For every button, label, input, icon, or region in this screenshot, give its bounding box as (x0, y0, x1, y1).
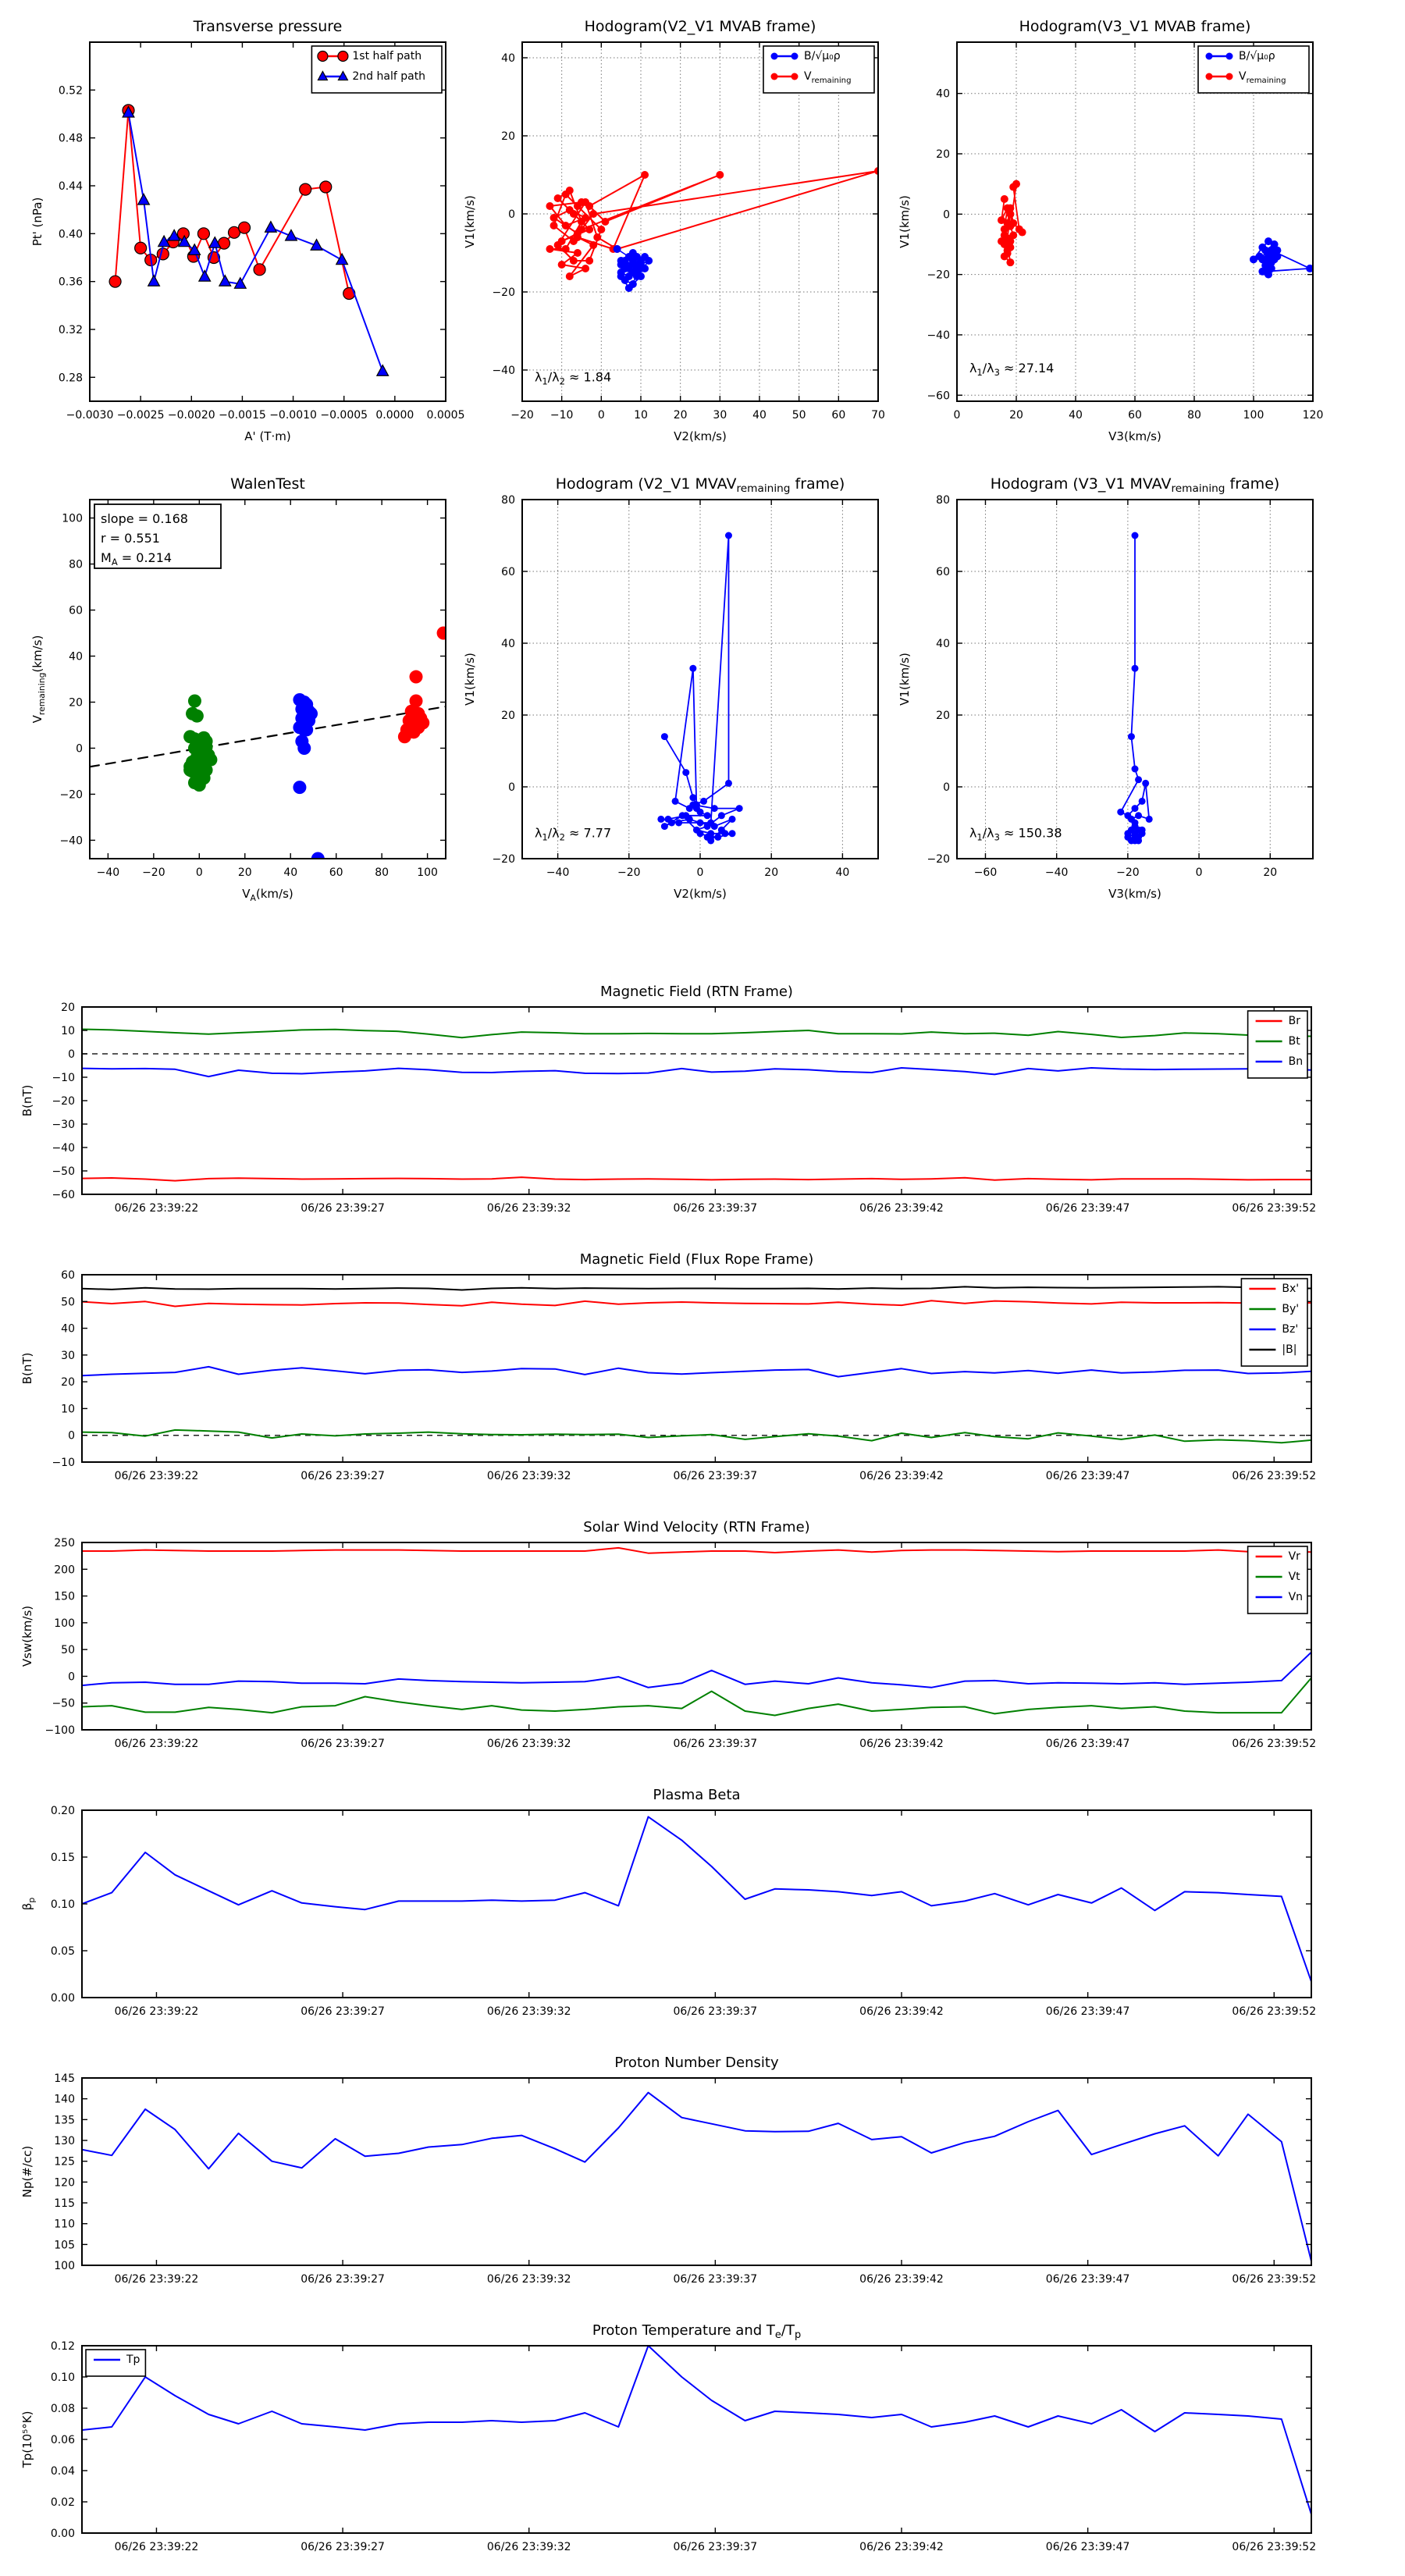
svg-text:−50: −50 (52, 1697, 75, 1710)
svg-text:200: 200 (54, 1564, 75, 1577)
svg-text:−40: −40 (492, 365, 515, 377)
svg-text:40: 40 (501, 52, 515, 65)
walen_test-chart-svg (2, 462, 471, 912)
svg-text:130: 130 (54, 2135, 75, 2147)
series-line-Np (82, 2093, 1311, 2261)
svg-text:0.08: 0.08 (50, 2403, 75, 2415)
svg-text:135: 135 (54, 2114, 75, 2127)
series-line-Bn (82, 1068, 1311, 1076)
axis-ticks (51, 2340, 1316, 2553)
svg-text:−20: −20 (1116, 866, 1140, 879)
svg-text:0.00: 0.00 (50, 1992, 75, 2005)
chart-title: Transverse pressure (193, 18, 343, 35)
y-axis-label: B(nT) (20, 1084, 34, 1117)
chart-title: Magnetic Field (RTN Frame) (600, 984, 793, 1000)
svg-text:20: 20 (501, 710, 515, 722)
svg-text:0.52: 0.52 (58, 84, 83, 98)
axis-ticks (52, 1269, 1316, 1482)
series-group (82, 1548, 1311, 1716)
svg-text:40: 40 (69, 650, 83, 664)
svg-text:06/26 23:39:22: 06/26 23:39:22 (114, 1738, 199, 1750)
svg-text:0: 0 (943, 781, 950, 794)
svg-text:06/26 23:39:47: 06/26 23:39:47 (1045, 2273, 1130, 2286)
svg-text:−20: −20 (617, 866, 641, 879)
svg-text:30: 30 (61, 1349, 75, 1362)
svg-text:0: 0 (953, 409, 961, 422)
svg-text:06/26 23:39:22: 06/26 23:39:22 (114, 2541, 199, 2553)
svg-text:0: 0 (597, 409, 605, 422)
svg-text:0: 0 (195, 866, 203, 879)
svg-text:−20: −20 (510, 409, 534, 422)
annotation: $\lambda_1/\lambda_3 \approx 150.38$ (969, 825, 1062, 843)
svg-text:40: 40 (936, 87, 950, 101)
svg-text:06/26 23:39:22: 06/26 23:39:22 (114, 1202, 199, 1215)
svg-text:40: 40 (835, 866, 850, 879)
svg-text:100: 100 (62, 512, 83, 525)
svg-text:06/26 23:39:42: 06/26 23:39:42 (859, 2541, 944, 2553)
svg-text:20: 20 (1263, 866, 1278, 879)
panel-hodogram-v2v1-mvav (435, 462, 903, 912)
svg-text:80: 80 (69, 558, 83, 571)
svg-text:60: 60 (69, 604, 83, 617)
axis-ticks (927, 494, 1313, 879)
svg-text:06/26 23:39:32: 06/26 23:39:32 (486, 1470, 571, 1482)
svg-text:Bt: Bt (1288, 1035, 1300, 1048)
svg-text:−20: −20 (492, 286, 515, 299)
svg-text:140: 140 (54, 2093, 75, 2106)
svg-text:−40: −40 (927, 329, 950, 342)
legend (1248, 1546, 1307, 1614)
svg-text:06/26 23:39:47: 06/26 23:39:47 (1045, 1202, 1130, 1215)
plot-border (82, 1810, 1311, 1998)
svg-text:100: 100 (54, 1617, 75, 1630)
series-group (998, 180, 1314, 279)
svg-text:40: 40 (61, 1322, 75, 1336)
svg-text:0: 0 (68, 1048, 75, 1061)
svg-text:120: 120 (1302, 409, 1324, 422)
svg-text:40: 40 (283, 866, 298, 879)
plot-border (82, 2078, 1311, 2265)
svg-text:0.48: 0.48 (58, 132, 83, 145)
svg-text:06/26 23:39:27: 06/26 23:39:27 (301, 1202, 385, 1215)
svg-text:2nd half path: 2nd half path (352, 70, 426, 83)
svg-text:80: 80 (501, 494, 515, 507)
y-axis-label: Np(#/cc) (20, 2145, 34, 2198)
chart-title: Proton Number Density (614, 2055, 779, 2071)
svg-text:20: 20 (673, 409, 688, 422)
svg-text:−20: −20 (142, 866, 165, 879)
panel-solar-wind-velocity (0, 1503, 1405, 1769)
y-axis-label: Pt' (nPa) (30, 197, 44, 247)
svg-text:06/26 23:39:32: 06/26 23:39:32 (486, 2273, 571, 2286)
svg-text:06/26 23:39:47: 06/26 23:39:47 (1045, 2541, 1130, 2553)
hodogram_v3v1_mvab-chart-svg (870, 5, 1338, 454)
legend (311, 46, 442, 93)
svg-text:0.00: 0.00 (50, 2528, 75, 2540)
svg-text:0.10: 0.10 (50, 2371, 75, 2384)
svg-text:06/26 23:39:22: 06/26 23:39:22 (114, 2273, 199, 2286)
svg-text:−10: −10 (550, 409, 574, 422)
axis-ticks (51, 1805, 1316, 2018)
svg-text:20: 20 (61, 1002, 75, 1014)
chart-title: Solar Wind Velocity (RTN Frame) (583, 1519, 810, 1535)
svg-text:−20: −20 (927, 269, 950, 282)
svg-text:20: 20 (1009, 409, 1023, 422)
plot-border (82, 2346, 1311, 2533)
svg-text:Bn: Bn (1288, 1055, 1304, 1068)
svg-text:60: 60 (61, 1269, 75, 1282)
svg-text:06/26 23:39:32: 06/26 23:39:32 (486, 2005, 571, 2018)
svg-text:06/26 23:39:37: 06/26 23:39:37 (673, 2005, 758, 2018)
svg-text:06/26 23:39:47: 06/26 23:39:47 (1045, 1738, 1130, 1750)
svg-text:80: 80 (936, 494, 950, 507)
svg-text:06/26 23:39:52: 06/26 23:39:52 (1232, 1470, 1317, 1482)
svg-text:50: 50 (791, 409, 806, 422)
legend (763, 46, 874, 93)
series-group (82, 1030, 1311, 1181)
chart-title: Proton Temperature and $T_e/T_p$ (592, 2322, 802, 2341)
axis-ticks (492, 42, 884, 422)
series-line-By' (82, 1430, 1311, 1443)
y-axis-label: V1(km/s) (898, 653, 912, 706)
svg-text:20: 20 (61, 1376, 75, 1389)
series-group (90, 627, 450, 866)
svg-text:Bx': Bx' (1282, 1283, 1300, 1295)
svg-text:−60: −60 (973, 866, 998, 879)
y-axis-label: $V_{remaining}(km/s)$ (30, 635, 47, 724)
svg-text:−30: −30 (52, 1119, 75, 1131)
svg-text:60: 60 (1128, 409, 1142, 422)
chart-title: Hodogram(V3_V1 MVAB frame) (1019, 18, 1251, 35)
svg-text:0.0005: 0.0005 (426, 409, 465, 422)
svg-text:|B|: |B| (1282, 1343, 1297, 1356)
svg-text:40: 40 (752, 409, 767, 422)
annotation: $\lambda_1/\lambda_2 \approx 1.84$ (534, 369, 612, 387)
svg-text:80: 80 (1187, 409, 1201, 422)
axis-ticks (45, 1537, 1317, 1750)
svg-text:−40: −40 (59, 834, 83, 848)
x-axis-label: V3(km/s) (1108, 887, 1161, 901)
svg-text:145: 145 (54, 2073, 75, 2085)
series-group (82, 1816, 1311, 1981)
x-axis-label: A' (T·m) (244, 429, 291, 443)
svg-text:06/26 23:39:22: 06/26 23:39:22 (114, 1470, 199, 1482)
stats-box (94, 504, 221, 568)
svg-text:0: 0 (508, 781, 515, 794)
x-axis-label: V2(km/s) (674, 429, 727, 443)
svg-text:10: 10 (61, 1025, 75, 1037)
y-axis-label: B(nT) (20, 1352, 34, 1385)
svg-text:06/26 23:39:32: 06/26 23:39:32 (486, 2541, 571, 2553)
series-line-Br (82, 1177, 1311, 1181)
svg-text:06/26 23:39:52: 06/26 23:39:52 (1232, 2005, 1317, 2018)
svg-text:Vt: Vt (1288, 1571, 1300, 1583)
svg-text:06/26 23:39:32: 06/26 23:39:32 (486, 1202, 571, 1215)
svg-text:0.40: 0.40 (58, 228, 83, 241)
svg-text:−10: −10 (52, 1457, 75, 1469)
svg-text:06/26 23:39:52: 06/26 23:39:52 (1232, 2541, 1317, 2553)
svg-text:110: 110 (54, 2218, 75, 2231)
svg-text:0.12: 0.12 (50, 2340, 75, 2353)
b_frf-chart-svg (0, 1236, 1405, 1501)
vsw_rtn-chart-svg (0, 1503, 1405, 1769)
y-axis-label: Tp(10⁵°K) (20, 2411, 34, 2468)
svg-text:20: 20 (936, 148, 950, 162)
svg-text:Vn: Vn (1288, 1591, 1304, 1603)
svg-text:slope = 0.168: slope = 0.168 (101, 511, 188, 526)
svg-text:06/26 23:39:27: 06/26 23:39:27 (301, 1738, 385, 1750)
svg-text:06/26 23:39:37: 06/26 23:39:37 (673, 1202, 758, 1215)
svg-text:0: 0 (1195, 866, 1203, 879)
svg-text:r = 0.551: r = 0.551 (101, 531, 160, 546)
series-line-fit line (90, 706, 446, 767)
svg-text:−40: −40 (1044, 866, 1069, 879)
svg-text:40: 40 (936, 638, 950, 650)
svg-text:20: 20 (936, 710, 950, 722)
plot-border (82, 1542, 1311, 1730)
legend (1241, 1279, 1307, 1366)
svg-text:−0.0030: −0.0030 (66, 409, 114, 422)
series-group (546, 167, 882, 292)
legend (86, 2350, 145, 2376)
svg-text:0.44: 0.44 (58, 180, 83, 193)
svg-text:06/26 23:39:27: 06/26 23:39:27 (301, 2005, 385, 2018)
panel-walen-test (2, 462, 471, 912)
chart-title: Plasma Beta (653, 1787, 741, 1803)
svg-text:70: 70 (871, 409, 885, 422)
svg-text:Br: Br (1288, 1015, 1300, 1027)
b_rtn-chart-svg (0, 968, 1405, 1233)
panel-magnetic-field-rtn (0, 968, 1405, 1233)
svg-text:−60: −60 (927, 390, 950, 403)
axis-ticks (54, 2073, 1316, 2286)
svg-text:−0.0010: −0.0010 (269, 409, 317, 422)
svg-text:20: 20 (764, 866, 779, 879)
svg-text:−20: −20 (59, 788, 83, 802)
svg-text:−40: −40 (546, 866, 570, 879)
proton_density-chart-svg (0, 2039, 1405, 2304)
svg-text:10: 10 (61, 1403, 75, 1416)
svg-text:B/√μ₀ρ: B/√μ₀ρ (804, 50, 841, 62)
y-axis-label: Vsw(km/s) (20, 1605, 34, 1667)
series-line-Bx' (82, 1300, 1311, 1306)
svg-text:0: 0 (68, 1670, 75, 1684)
y-axis-label: $\beta_p$ (20, 1897, 37, 1911)
axis-ticks (492, 494, 878, 879)
svg-text:B/√μ₀ρ: B/√μ₀ρ (1239, 50, 1275, 62)
svg-text:0.02: 0.02 (50, 2496, 75, 2509)
svg-text:60: 60 (831, 409, 846, 422)
y-axis-label: V1(km/s) (898, 195, 912, 248)
series-group (82, 1286, 1311, 1443)
panel-proton-number-density (0, 2039, 1405, 2304)
series-line-beta_p (82, 1816, 1311, 1981)
svg-text:0.0000: 0.0000 (375, 409, 414, 422)
svg-text:06/26 23:39:42: 06/26 23:39:42 (859, 1738, 944, 1750)
svg-text:06/26 23:39:42: 06/26 23:39:42 (859, 1202, 944, 1215)
svg-text:06/26 23:39:37: 06/26 23:39:37 (673, 2273, 758, 2286)
svg-text:0.06: 0.06 (50, 2434, 75, 2446)
chart-title: Hodogram(V2_V1 MVAB frame) (584, 18, 816, 35)
svg-text:−10: −10 (52, 1072, 75, 1084)
svg-text:−0.0005: −0.0005 (320, 409, 368, 422)
svg-text:0: 0 (68, 1429, 75, 1443)
svg-text:−20: −20 (52, 1095, 75, 1108)
svg-text:06/26 23:39:52: 06/26 23:39:52 (1232, 1202, 1317, 1215)
hodogram_v3v1_mvav-chart-svg (870, 462, 1338, 912)
svg-text:Bz': Bz' (1282, 1323, 1299, 1336)
svg-text:40: 40 (1069, 409, 1083, 422)
svg-text:115: 115 (54, 2197, 75, 2210)
plot-border (90, 42, 446, 401)
svg-text:100: 100 (54, 2260, 75, 2272)
svg-text:60: 60 (501, 566, 515, 578)
svg-text:0: 0 (508, 208, 515, 221)
svg-text:0.04: 0.04 (50, 2465, 75, 2478)
series-line-|B| (82, 1286, 1311, 1290)
hodogram_v2v1_mvav-chart-svg (435, 462, 903, 912)
svg-text:80: 80 (375, 866, 389, 879)
svg-text:−0.0020: −0.0020 (167, 409, 215, 422)
svg-text:06/26 23:39:37: 06/26 23:39:37 (673, 1738, 758, 1750)
series-group (82, 2093, 1311, 2261)
transverse_pressure-chart-svg (2, 5, 471, 454)
svg-text:150: 150 (54, 1590, 75, 1603)
series-line-Tp (82, 2346, 1311, 2514)
svg-text:06/26 23:39:37: 06/26 23:39:37 (673, 1470, 758, 1482)
svg-text:06/26 23:39:22: 06/26 23:39:22 (114, 2005, 199, 2018)
svg-text:−50: −50 (52, 1165, 75, 1178)
x-axis-label: V2(km/s) (674, 887, 727, 901)
svg-text:20: 20 (237, 866, 252, 879)
svg-text:06/26 23:39:27: 06/26 23:39:27 (301, 1470, 385, 1482)
svg-text:0: 0 (76, 742, 83, 756)
svg-text:06/26 23:39:52: 06/26 23:39:52 (1232, 1738, 1317, 1750)
series-group (1117, 532, 1152, 845)
svg-text:−40: −40 (52, 1142, 75, 1155)
chart-title: Hodogram (V3_V1 $MVAV_{remaining}$ frame) (990, 475, 1280, 495)
svg-text:06/26 23:39:42: 06/26 23:39:42 (859, 1470, 944, 1482)
svg-text:120: 120 (54, 2176, 75, 2190)
svg-text:06/26 23:39:52: 06/26 23:39:52 (1232, 2273, 1317, 2286)
svg-text:1st half path: 1st half path (352, 50, 422, 62)
svg-text:0: 0 (943, 208, 950, 222)
x-axis-label: V3(km/s) (1108, 429, 1161, 443)
chart-title: WalenTest (230, 475, 305, 493)
svg-text:Vremaining: $V_{remaining}$ (1239, 70, 1286, 85)
svg-text:06/26 23:39:47: 06/26 23:39:47 (1045, 1470, 1130, 1482)
series-line-Bt (82, 1030, 1311, 1038)
svg-text:60: 60 (329, 866, 343, 879)
chart-title: Hodogram (V2_V1 $MVAV_{remaining}$ frame) (555, 475, 845, 495)
panel-plasma-beta (0, 1771, 1405, 2037)
svg-text:−0.0025: −0.0025 (116, 409, 165, 422)
svg-text:125: 125 (54, 2155, 75, 2169)
plasma_beta-chart-svg (0, 1771, 1405, 2037)
series-line-Vn (82, 1653, 1311, 1688)
svg-text:0.15: 0.15 (50, 1852, 75, 1864)
svg-text:10: 10 (634, 409, 648, 422)
svg-text:Tp: Tp (126, 2354, 140, 2366)
svg-text:−0.0015: −0.0015 (219, 409, 266, 422)
series-group (657, 532, 742, 845)
panel-proton-temperature (0, 2307, 1405, 2572)
chart-title: Magnetic Field (Flux Rope Frame) (579, 1251, 814, 1268)
y-axis-label: V1(km/s) (463, 195, 477, 248)
svg-text:0.20: 0.20 (50, 1805, 75, 1817)
plot-border (82, 1007, 1311, 1194)
svg-text:30: 30 (713, 409, 727, 422)
svg-text:40: 40 (501, 638, 515, 650)
svg-text:Vremaining: $V_{remaining}$ (804, 70, 852, 85)
series-line-V path (1121, 535, 1149, 841)
svg-text:105: 105 (54, 2239, 75, 2252)
panel-transverse-pressure (2, 5, 471, 454)
svg-text:0: 0 (696, 866, 704, 879)
annotation: $\lambda_1/\lambda_2 \approx 7.77$ (534, 825, 612, 843)
proton_temp-chart-svg (0, 2307, 1405, 2572)
x-axis-label: $V_A(km/s)$ (242, 887, 293, 903)
svg-text:Vr: Vr (1288, 1550, 1300, 1563)
svg-text:0.32: 0.32 (58, 324, 83, 336)
hodogram_v2v1_mvab-chart-svg (435, 5, 903, 454)
svg-text:60: 60 (936, 566, 950, 578)
legend (1198, 46, 1309, 93)
svg-text:50: 50 (61, 1296, 75, 1309)
svg-text:20: 20 (501, 130, 515, 143)
legend (1248, 1011, 1307, 1078)
svg-text:−60: −60 (52, 1189, 75, 1201)
grid-lines (522, 500, 878, 859)
svg-text:06/26 23:39:37: 06/26 23:39:37 (673, 2541, 758, 2553)
svg-text:20: 20 (69, 696, 83, 710)
svg-text:06/26 23:39:27: 06/26 23:39:27 (301, 2541, 385, 2553)
svg-text:0.05: 0.05 (50, 1945, 75, 1958)
panel-magnetic-field-flux-rope (0, 1236, 1405, 1501)
series-group (82, 2346, 1311, 2514)
annotation: $\lambda_1/\lambda_3 \approx 27.14$ (969, 361, 1055, 379)
svg-text:MA = 0.214: $M_A = 0.214$ (101, 550, 173, 568)
svg-text:100: 100 (417, 866, 438, 879)
svg-text:06/26 23:39:47: 06/26 23:39:47 (1045, 2005, 1130, 2018)
svg-text:0.36: 0.36 (58, 276, 83, 289)
svg-text:06/26 23:39:27: 06/26 23:39:27 (301, 2273, 385, 2286)
svg-text:−100: −100 (44, 1724, 75, 1737)
svg-text:0.10: 0.10 (50, 1898, 75, 1911)
series-line-Bz' (82, 1367, 1311, 1377)
svg-text:100: 100 (1243, 409, 1264, 422)
panel-hodogram-v3v1-mvab (870, 5, 1338, 454)
panel-hodogram-v3v1-mvav (870, 462, 1338, 912)
series-line-Vr (82, 1548, 1311, 1553)
svg-text:06/26 23:39:42: 06/26 23:39:42 (859, 2273, 944, 2286)
svg-text:06/26 23:39:42: 06/26 23:39:42 (859, 2005, 944, 2018)
svg-text:−40: −40 (96, 866, 120, 879)
svg-text:By': By' (1282, 1303, 1300, 1315)
svg-text:06/26 23:39:32: 06/26 23:39:32 (486, 1738, 571, 1750)
panel-hodogram-v2v1-mvab (435, 5, 903, 454)
svg-text:−20: −20 (927, 853, 950, 866)
series-group (109, 105, 389, 375)
svg-text:−20: −20 (492, 853, 515, 866)
y-axis-label: V1(km/s) (463, 653, 477, 706)
svg-text:50: 50 (61, 1644, 75, 1657)
svg-text:0.28: 0.28 (58, 372, 83, 385)
svg-text:250: 250 (54, 1537, 75, 1550)
series-line-V_remaining (550, 171, 879, 276)
